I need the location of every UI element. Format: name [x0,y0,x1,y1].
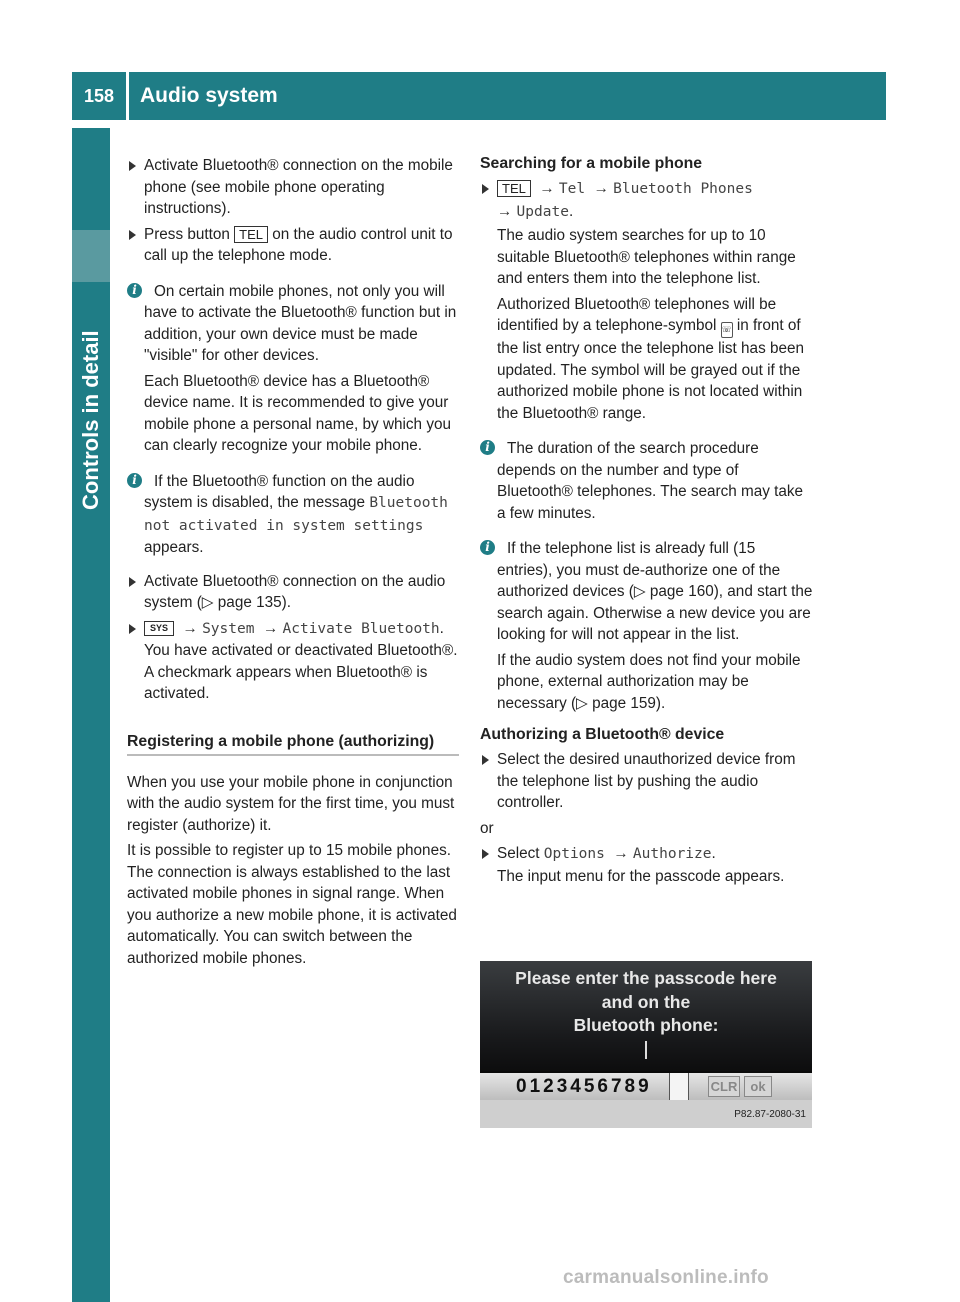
step-activate-phone-bluetooth: Activate Bluetooth® connection on the mobile phone (see mobile phone operating instructions). [127,155,459,220]
info-text-part: appears. [144,539,204,556]
menu-item: Update [516,203,569,220]
step-activate-audio-bluetooth: Activate Bluetooth® connection on the audio system (▷ page 135). [127,571,459,614]
info-note-visibility [127,281,459,457]
arrow-icon: → [497,202,517,220]
info-text [144,471,459,559]
arrow-icon: → [178,619,203,637]
left-column [127,155,459,973]
menu-item: System [202,620,255,637]
info-text: Each Bluetooth® device has a Bluetooth® device name. It is recommended to give your mobile phone a personal name, by which you can clearly recognize your mobile phone. [144,372,451,454]
step-text: on the audio control unit to call up the telephone mode. [144,225,453,264]
step-result-part: Authorized Bluetooth® telephones will be identified by a telephone-symbol [497,295,777,334]
chapter-marker [72,230,110,282]
image-footer [480,1100,812,1128]
arrow-icon: → [589,180,614,197]
info-text: If the audio system does not find your mobile phone, external authorization may be necessary (▷ page 159). [497,651,801,712]
info-text: If the telephone list is already full (15 entries), you must de-authorize one of the authorized devices (▷ page 160), and start the search again. Otherwise a new device you are looking for will not appear in the list. [497,540,813,643]
selected-digit-highlight [669,1073,689,1100]
header-separator [126,72,129,120]
screen-line: and on the [601,991,691,1012]
paragraph: When you use your mobile phone in conjunction with the audio system for the first time, you must register (authorize) it. [127,773,455,834]
tel-key-icon: TEL [234,226,268,243]
ok-button: ok [744,1076,772,1097]
screen-message [480,967,812,1038]
digit-row [516,1075,652,1098]
info-note-disabled [127,471,459,559]
step-result: The input menu for the passcode appears. [497,867,785,885]
step-result: You have activated or deactivated Bluetooth®. A checkmark appears when Bluetooth® is activated. [144,642,458,702]
selected-digit: 9 [638,1076,652,1097]
page-number: 158 [83,86,115,106]
step-result [497,294,813,425]
step-result: The audio system searches for up to 10 suitable Bluetooth® telephones within range and enters them into the telephone list. [497,227,796,287]
screen-line: Bluetooth phone: [573,1015,719,1035]
arrow-icon: → [258,619,283,637]
step-options-authorize: Select Options → Authorize. The input menu for the passcode appears. [480,843,813,887]
digits: 012345678 [516,1076,639,1097]
sys-key-icon: SYS [144,621,174,636]
right-column [480,153,813,891]
info-icon: i [127,473,142,488]
step-result-part: in front of the list entry once the telephone list has been updated. The symbol will be grayed out if the authorized mobile phone is not located within the Bluetooth® range. [497,317,804,422]
info-icon: i [480,540,495,555]
or-text: or [480,819,494,837]
tel-key-icon: TEL [497,180,531,197]
clr-button: CLR [708,1076,740,1097]
arrow-icon: → [535,180,559,197]
info-text: On certain mobile phones, not only you will have to activate the Bluetooth® function but in addition, your own device must be made "visible" for other devices. [144,282,457,364]
digit-selector [480,1073,812,1100]
chapter-sidebar [72,128,110,1302]
step-select-device: Select the desired unauthorized device from the telephone list by pushing the audio controller. [480,749,813,814]
passcode-screen-image [480,961,812,1128]
step-text: Press button [144,225,235,243]
info-text-part: If the Bluetooth® function on the audio system is disabled, the message [144,472,415,511]
info-icon: i [480,440,495,455]
watermark: carmanualsonline.info [563,1267,769,1288]
menu-item: Options [543,846,605,862]
step-tel-update: TEL → Tel → Bluetooth Phones → Update. The audio system searches for up to 10 suitable Bluetooth® telephones within range and enters them into the telephone list. Authorized Bluetooth® telephones will be identified by a telephone-symbol ☏ in front of the list entry once the telephone list has been updated. The symbol will be grayed out if the authorized mobile phone is not located within the Bluetooth® range. [480,178,813,424]
section-heading: Authorizing a Bluetooth® device [480,726,725,743]
info-note-duration [480,438,813,524]
step-sys-menu: SYS → System → Activate Bluetooth. You have activated or deactivated Bluetooth®. A checkmark appears when Bluetooth® is activated. [127,618,459,705]
step-text: Select [497,845,544,862]
menu-item: Authorize [632,846,712,862]
chapter-label: Controls in detail [78,330,103,510]
info-icon: i [127,283,142,298]
menu-item: Bluetooth Phones [613,181,753,197]
heading-registering [127,731,459,756]
info-note-list-full [480,538,813,714]
section-title: Audio system [140,84,278,107]
message-text: Bluetooth not activated in system settings [144,495,448,534]
text-cursor [645,1041,647,1059]
section-heading: Searching for a mobile phone [480,155,703,172]
arrow-icon: → [609,845,633,862]
telephone-icon: ☏ [721,322,733,338]
section-heading: Registering a mobile phone (authorizing) [127,732,435,750]
info-text: The duration of the search procedure depends on the number and type of Bluetooth® telephones. The search may take a few minutes. [497,440,804,522]
menu-item: Tel [558,181,586,197]
step-press-tel [127,224,459,267]
screen-line: Please enter the passcode here [515,968,777,988]
paragraph: It is possible to register up to 15 mobile phones. The connection is always established to the last activated mobile phones in signal range. When you authorize a new mobile phone, it is activated automatically. You can switch between the authorized mobile phones. [127,842,457,967]
image-code: P82.87-2080-31 [734,1109,806,1120]
menu-item: Activate Bluetooth [282,620,440,637]
